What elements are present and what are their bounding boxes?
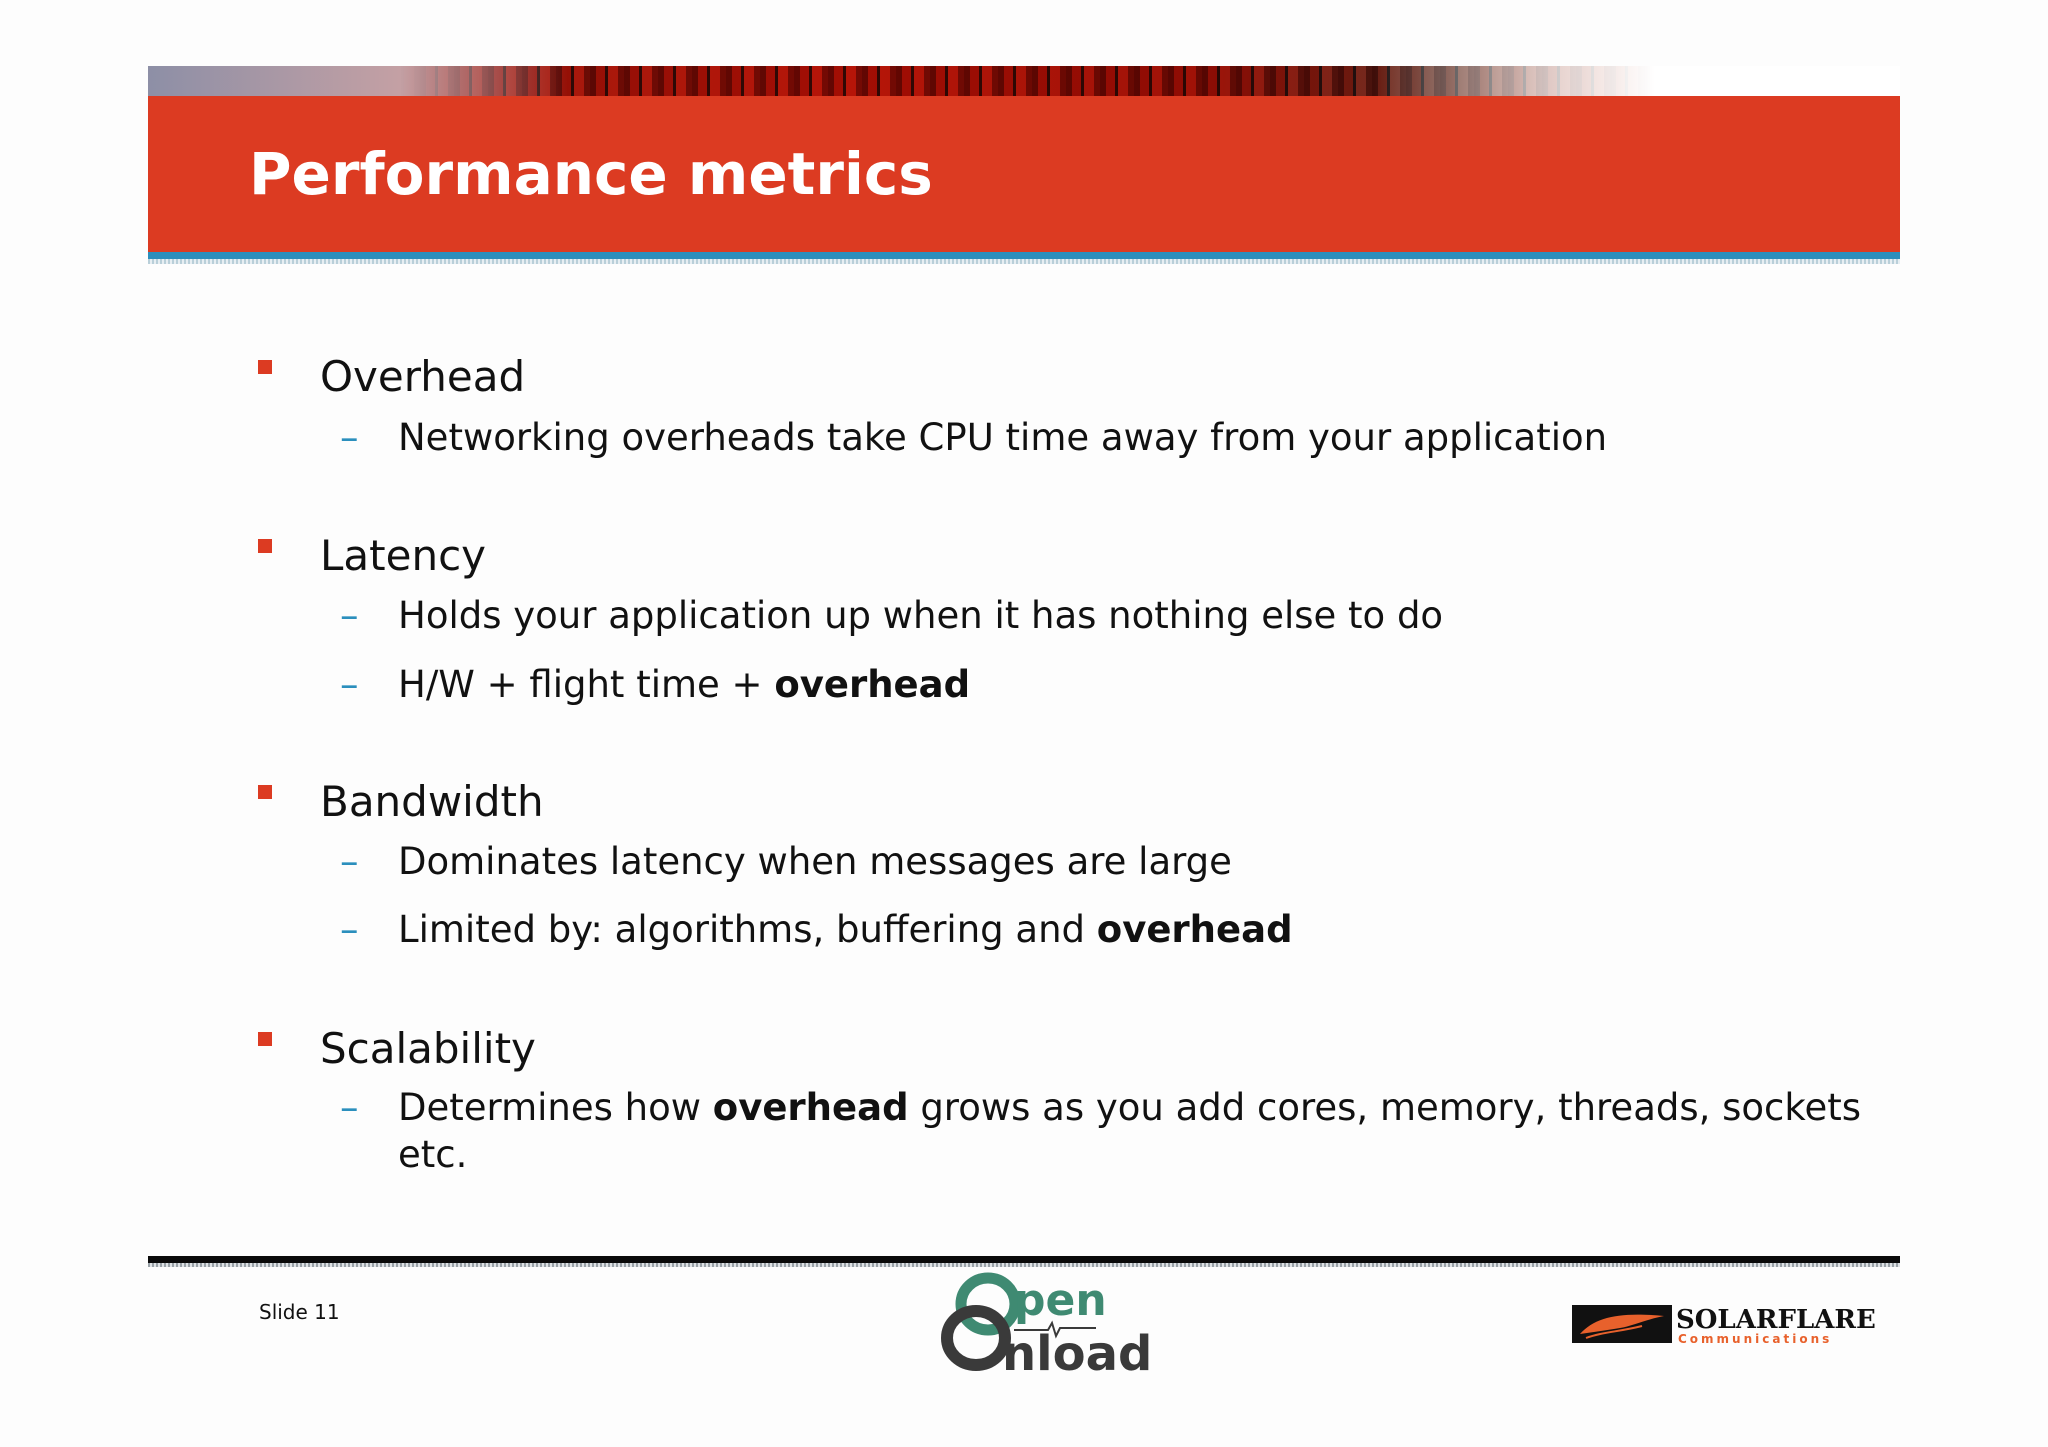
footer-rule [148,1256,1900,1263]
sub-bullet-text: Holds your application up when it has nothing else to do [398,594,1444,637]
slide-number: Slide 11 [259,1300,340,1324]
bullet-label: Overhead [320,352,526,401]
header-dotted-stripe [148,259,1900,264]
sub-bullet-text: Dominates latency when messages are large [398,840,1232,883]
dash-bullet-icon: – [340,1086,359,1129]
dash-bullet-icon: – [340,663,359,706]
footer-dotted-rule [148,1263,1900,1267]
sub-bullet-text: Determines how overhead grows as you add cores, memory, threads, sockets [398,1086,1862,1129]
emphasis-text: overhead [774,663,971,706]
onload-top-text: pen [1014,1275,1107,1326]
header-accent-stripe [148,252,1900,259]
bullet-label: Scalability [320,1024,536,1073]
dash-bullet-icon: – [340,840,359,883]
dash-bullet-icon: – [340,594,359,637]
solarflare-subtitle: Communications [1678,1332,1833,1346]
square-bullet-icon [258,360,272,374]
bullet-label: Latency [320,531,487,580]
sub-bullet-text: Limited by: algorithms, buffering and overhead [398,908,1293,951]
sub-bullet-continuation: etc. [398,1133,468,1176]
sub-bullet-text: H/W + flight time + overhead [398,663,971,706]
slide-title: Performance metrics [249,140,933,208]
square-bullet-icon [258,785,272,799]
header-photo-strip [148,66,1900,96]
onload-bottom-text: nload [1002,1326,1153,1382]
square-bullet-icon [258,539,272,553]
solarflare-logo [1572,1302,1876,1346]
emphasis-text: overhead [1096,908,1293,951]
square-bullet-icon [258,1032,272,1046]
sub-bullet-text: Networking overheads take CPU time away from your application [398,416,1608,459]
solarflare-name: SOLARFLARE [1676,1305,1876,1335]
dash-bullet-icon: – [340,908,359,951]
bullet-label: Bandwidth [320,777,544,826]
emphasis-text: overhead [712,1086,909,1129]
dash-bullet-icon: – [340,416,359,459]
openonload-logo [936,1268,1153,1382]
